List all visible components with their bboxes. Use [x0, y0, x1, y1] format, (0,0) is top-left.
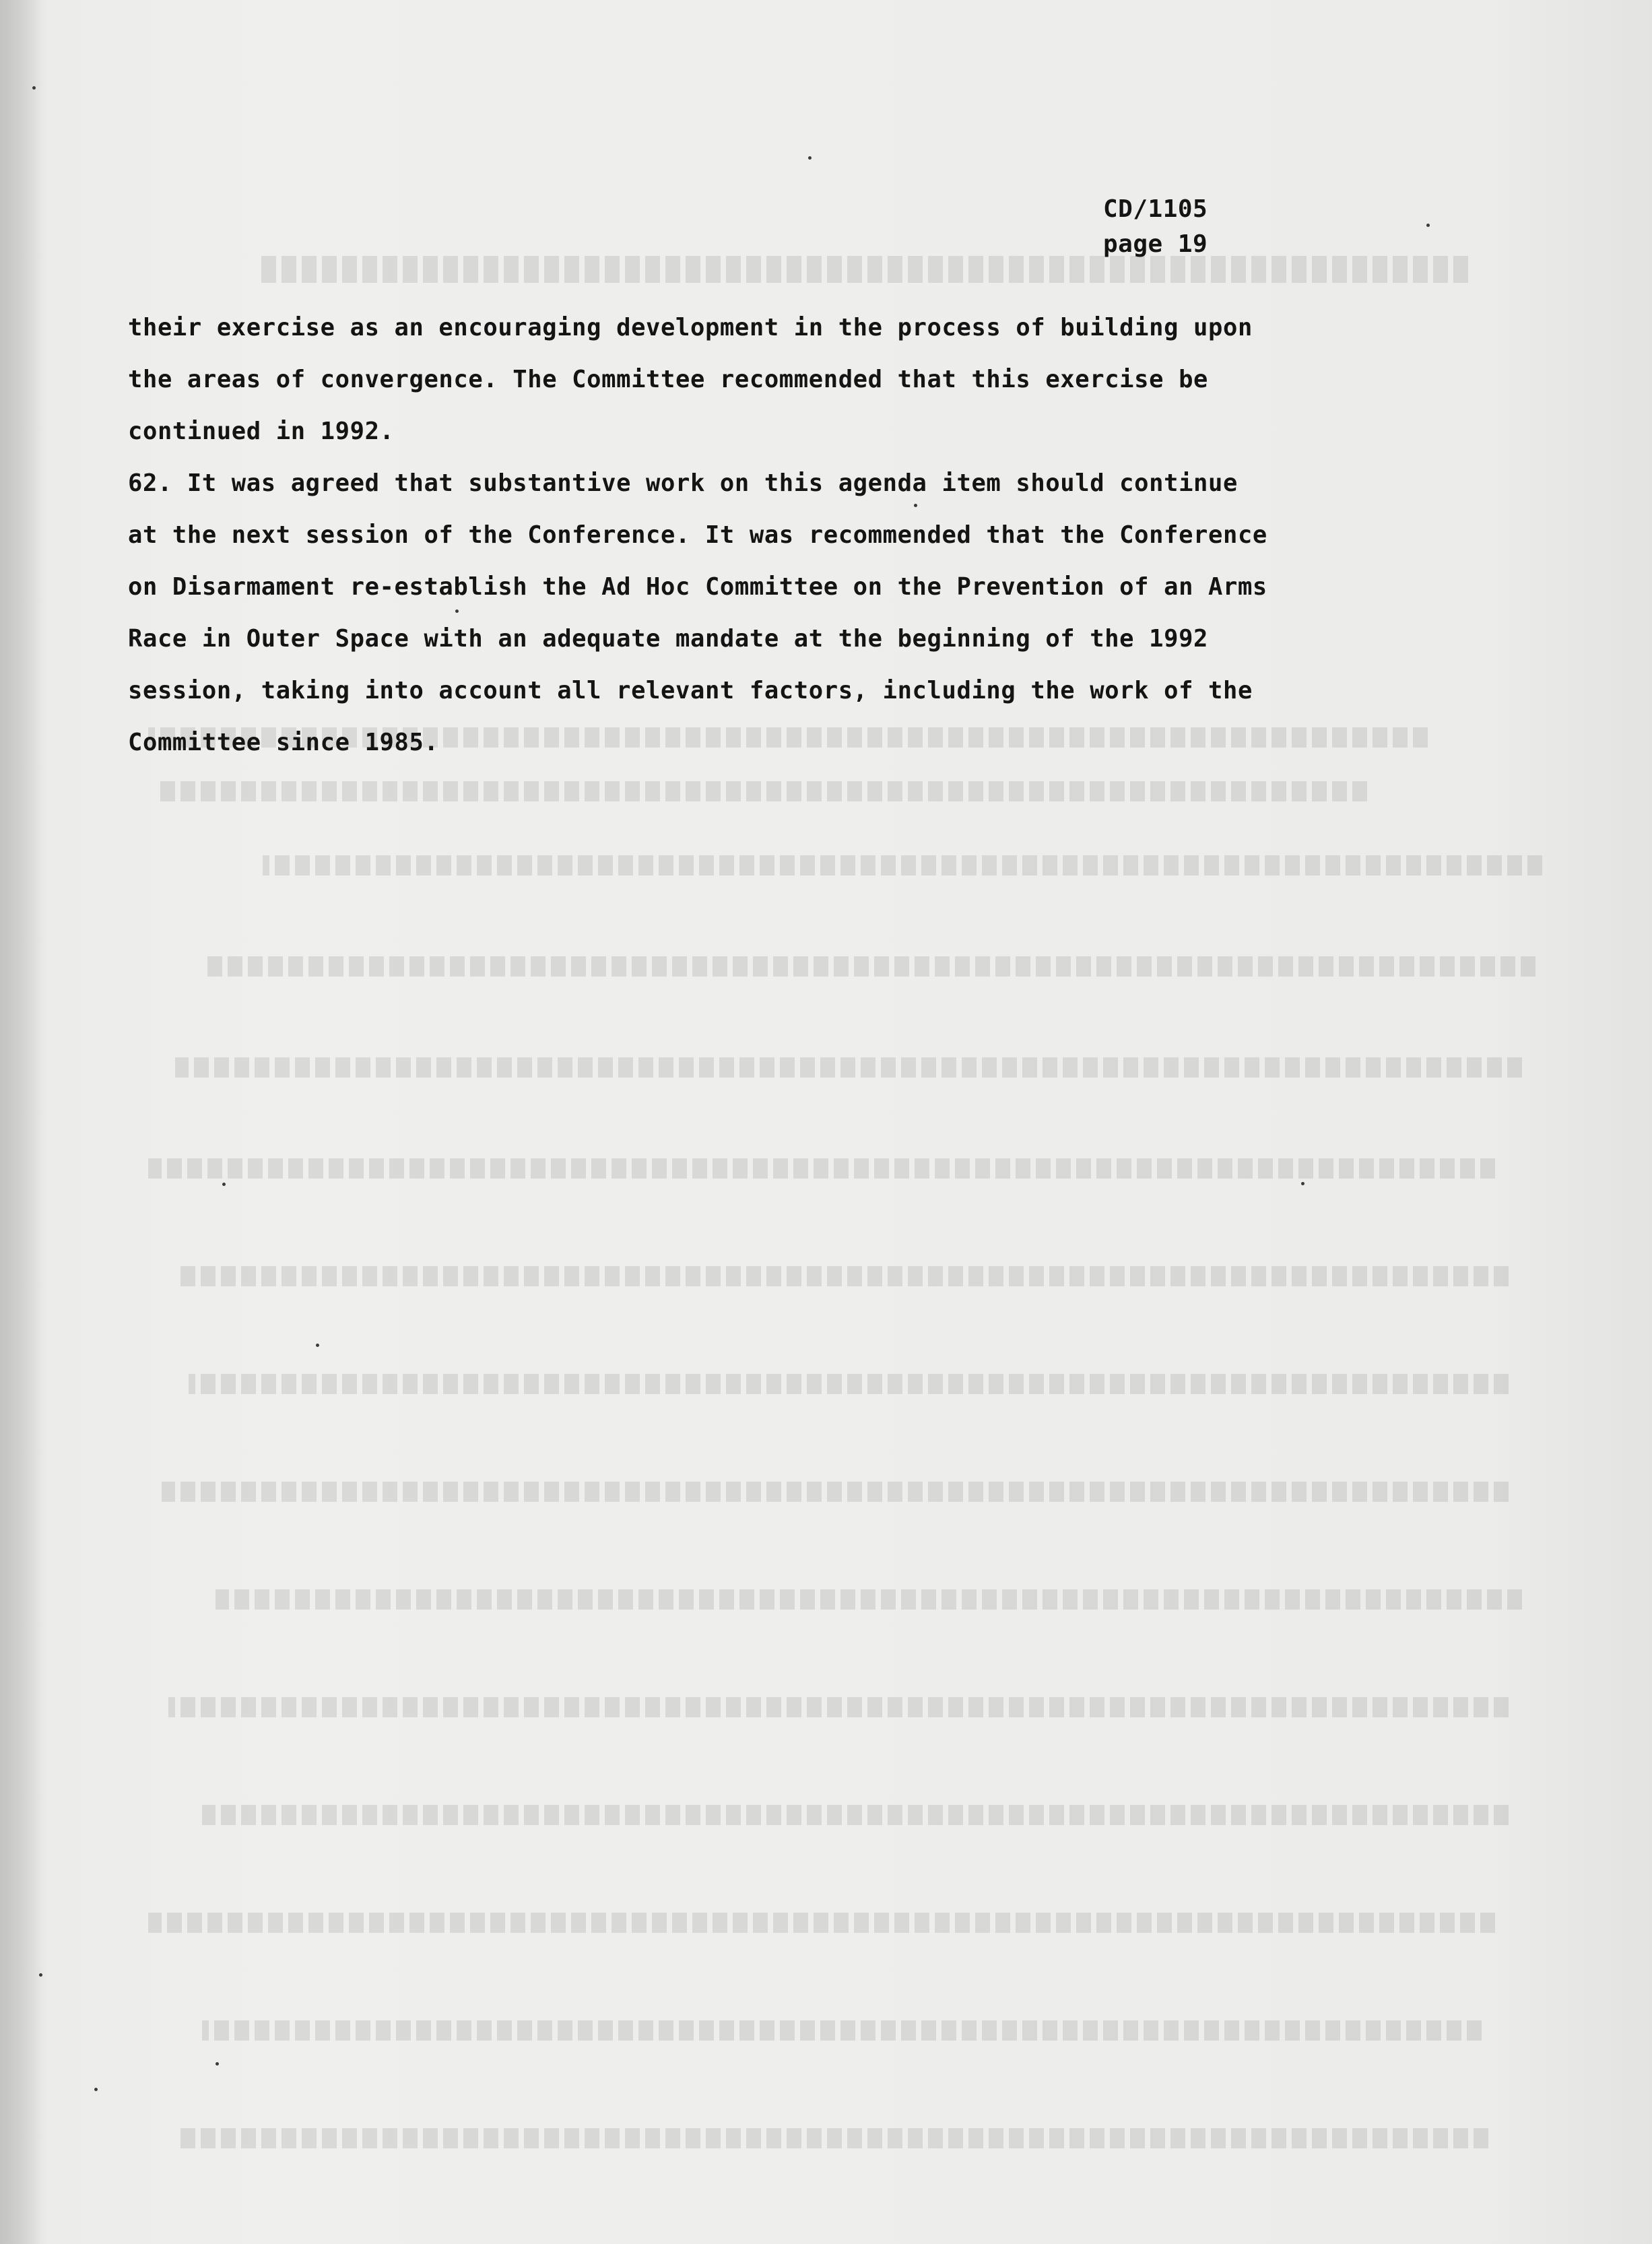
bleed-through-line	[256, 256, 1468, 283]
text-line: session, taking into account all relevant factors, including the work of the	[128, 677, 1253, 704]
scan-speck	[914, 504, 917, 507]
bleed-through-line	[148, 1158, 1495, 1179]
text-line: their exercise as an encouraging development in the process of building upon	[128, 314, 1253, 341]
scan-speck	[39, 1973, 42, 1977]
scan-speck	[1426, 224, 1430, 227]
scan-speck	[1301, 1182, 1304, 1185]
page-number: page 19	[1103, 230, 1208, 258]
bleed-through-line	[168, 1697, 1509, 1717]
text-line: the areas of convergence. The Committee recommended that this exercise be	[128, 366, 1209, 393]
paragraph-62-line: 62. It was agreed that substantive work on this agenda item should continue	[128, 469, 1238, 497]
page-header	[1103, 192, 1208, 262]
scan-edge-shadow	[0, 0, 47, 2244]
bleed-through-line	[162, 1482, 1509, 1502]
bleed-through-line	[148, 1913, 1495, 1933]
text-line: continued in 1992.	[128, 418, 395, 445]
text-line: on Disarmament re-establish the Ad Hoc Committee on the Prevention of an Arms	[128, 573, 1267, 601]
bleed-through-line	[202, 956, 1535, 977]
bleed-through-line	[189, 1374, 1509, 1394]
bleed-through-line	[175, 1057, 1522, 1078]
scan-speck	[216, 2062, 219, 2066]
bleed-through-line	[155, 781, 1367, 801]
bleed-through-line	[175, 1266, 1509, 1286]
scan-speck	[808, 156, 812, 160]
text-line: Committee since 1985.	[128, 729, 439, 756]
body-text	[128, 302, 1556, 768]
scan-speck	[455, 609, 459, 613]
bleed-through-line	[216, 1589, 1522, 1610]
bleed-through-line	[175, 2128, 1488, 2148]
scan-speck	[222, 1183, 226, 1186]
bleed-through-line	[202, 2020, 1482, 2041]
scan-speck	[316, 1344, 319, 1347]
text-line: Race in Outer Space with an adequate mandate at the beginning of the 1992	[128, 625, 1209, 653]
bleed-through-line	[202, 1805, 1509, 1825]
text-line: at the next session of the Conference. It was recommended that the Conference	[128, 521, 1267, 549]
document-symbol: CD/1105	[1103, 195, 1208, 223]
bleed-through-line	[263, 855, 1542, 876]
scan-speck	[32, 86, 36, 90]
scan-speck	[94, 2088, 98, 2091]
